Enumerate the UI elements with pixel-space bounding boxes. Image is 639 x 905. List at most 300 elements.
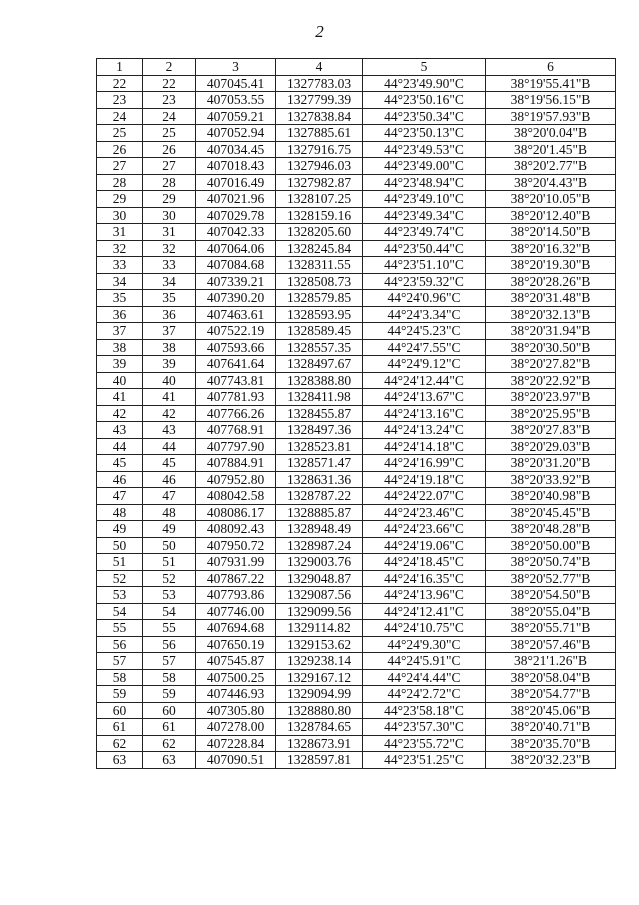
point-number-cell: 45 [97,455,143,472]
point-number-cell: 51 [97,554,143,571]
x-coordinate-cell: 407522.19 [196,323,276,340]
x-coordinate-cell: 407228.84 [196,735,276,752]
longitude-cell: 38°20'31.94"В [486,323,616,340]
y-coordinate-cell: 1329099.56 [276,603,363,620]
longitude-cell: 38°20'31.20"В [486,455,616,472]
x-coordinate-cell: 407793.86 [196,587,276,604]
table-row [97,620,616,637]
y-coordinate-cell: 1329003.76 [276,554,363,571]
y-coordinate-cell: 1328497.36 [276,422,363,439]
point-number-cell: 56 [97,636,143,653]
point-id-cell: 60 [143,702,196,719]
point-id-cell: 26 [143,141,196,158]
x-coordinate-cell: 408092.43 [196,521,276,538]
latitude-cell: 44°23'59.32"С [363,273,486,290]
table-row [97,339,616,356]
y-coordinate-cell: 1329094.99 [276,686,363,703]
point-id-cell: 31 [143,224,196,241]
y-coordinate-cell: 1328411.98 [276,389,363,406]
x-coordinate-cell: 407059.21 [196,108,276,125]
y-coordinate-cell: 1328508.73 [276,273,363,290]
point-number-cell: 29 [97,191,143,208]
y-coordinate-cell: 1328948.49 [276,521,363,538]
point-id-cell: 23 [143,92,196,109]
x-coordinate-cell: 407500.25 [196,669,276,686]
table-row [97,752,616,769]
table-row [97,290,616,307]
longitude-cell: 38°20'16.32"В [486,240,616,257]
x-coordinate-cell: 408042.58 [196,488,276,505]
table-row [97,323,616,340]
longitude-cell: 38°20'57.46"В [486,636,616,653]
point-number-cell: 49 [97,521,143,538]
table-row [97,191,616,208]
latitude-cell: 44°24'7.55"С [363,339,486,356]
latitude-cell: 44°24'0.96"С [363,290,486,307]
point-number-cell: 46 [97,471,143,488]
table-row [97,587,616,604]
x-coordinate-cell: 407641.64 [196,356,276,373]
longitude-cell: 38°20'25.95"В [486,405,616,422]
x-coordinate-cell: 407950.72 [196,537,276,554]
x-coordinate-cell: 407768.91 [196,422,276,439]
longitude-cell: 38°20'40.98"В [486,488,616,505]
point-id-cell: 47 [143,488,196,505]
longitude-cell: 38°20'48.28"В [486,521,616,538]
x-coordinate-cell: 407463.61 [196,306,276,323]
point-id-cell: 44 [143,438,196,455]
y-coordinate-cell: 1329153.62 [276,636,363,653]
y-coordinate-cell: 1328673.91 [276,735,363,752]
point-number-cell: 40 [97,372,143,389]
latitude-cell: 44°23'49.00"С [363,158,486,175]
table-row [97,702,616,719]
coordinates-table [96,58,616,769]
point-id-cell: 27 [143,158,196,175]
x-coordinate-cell: 407305.80 [196,702,276,719]
y-coordinate-cell: 1327916.75 [276,141,363,158]
point-number-cell: 59 [97,686,143,703]
longitude-cell: 38°20'2.77"В [486,158,616,175]
latitude-cell: 44°23'49.34"С [363,207,486,224]
point-id-cell: 39 [143,356,196,373]
latitude-cell: 44°24'13.16"С [363,405,486,422]
longitude-cell: 38°20'45.06"В [486,702,616,719]
longitude-cell: 38°20'35.70"В [486,735,616,752]
point-id-cell: 58 [143,669,196,686]
table-row [97,224,616,241]
point-number-cell: 32 [97,240,143,257]
point-number-cell: 41 [97,389,143,406]
latitude-cell: 44°23'50.16"С [363,92,486,109]
column-header: 3 [196,59,276,76]
table-body [97,59,616,769]
latitude-cell: 44°23'49.10"С [363,191,486,208]
latitude-cell: 44°23'50.13"С [363,125,486,142]
table-row [97,735,616,752]
point-number-cell: 48 [97,504,143,521]
longitude-cell: 38°20'28.26"В [486,273,616,290]
point-number-cell: 33 [97,257,143,274]
point-id-cell: 36 [143,306,196,323]
table-row [97,141,616,158]
column-header: 2 [143,59,196,76]
point-number-cell: 38 [97,339,143,356]
latitude-cell: 44°24'9.30"С [363,636,486,653]
point-number-cell: 23 [97,92,143,109]
point-id-cell: 57 [143,653,196,670]
table-row [97,603,616,620]
y-coordinate-cell: 1328885.87 [276,504,363,521]
x-coordinate-cell: 407390.20 [196,290,276,307]
y-coordinate-cell: 1327783.03 [276,75,363,92]
longitude-cell: 38°19'55.41"В [486,75,616,92]
y-coordinate-cell: 1327885.61 [276,125,363,142]
x-coordinate-cell: 407278.00 [196,719,276,736]
table-row [97,422,616,439]
x-coordinate-cell: 407650.19 [196,636,276,653]
point-id-cell: 35 [143,290,196,307]
table-row [97,719,616,736]
x-coordinate-cell: 407052.94 [196,125,276,142]
point-number-cell: 54 [97,603,143,620]
x-coordinate-cell: 407931.99 [196,554,276,571]
y-coordinate-cell: 1328523.81 [276,438,363,455]
latitude-cell: 44°23'57.30"С [363,719,486,736]
point-id-cell: 49 [143,521,196,538]
longitude-cell: 38°20'45.45"В [486,504,616,521]
y-coordinate-cell: 1329167.12 [276,669,363,686]
table-row [97,356,616,373]
longitude-cell: 38°20'50.00"В [486,537,616,554]
point-number-cell: 61 [97,719,143,736]
table-row [97,306,616,323]
point-id-cell: 40 [143,372,196,389]
point-number-cell: 50 [97,537,143,554]
table-row [97,174,616,191]
point-number-cell: 28 [97,174,143,191]
longitude-cell: 38°19'57.93"В [486,108,616,125]
x-coordinate-cell: 407034.45 [196,141,276,158]
y-coordinate-cell: 1328497.67 [276,356,363,373]
table-row [97,125,616,142]
point-number-cell: 22 [97,75,143,92]
point-id-cell: 55 [143,620,196,637]
x-coordinate-cell: 408086.17 [196,504,276,521]
point-number-cell: 36 [97,306,143,323]
longitude-cell: 38°20'0.04"В [486,125,616,142]
y-coordinate-cell: 1328880.80 [276,702,363,719]
table-row [97,504,616,521]
x-coordinate-cell: 407884.91 [196,455,276,472]
latitude-cell: 44°24'19.06"С [363,537,486,554]
point-number-cell: 63 [97,752,143,769]
point-id-cell: 53 [143,587,196,604]
point-number-cell: 34 [97,273,143,290]
longitude-cell: 38°20'29.03"В [486,438,616,455]
longitude-cell: 38°20'30.50"В [486,339,616,356]
latitude-cell: 44°24'2.72"С [363,686,486,703]
x-coordinate-cell: 407016.49 [196,174,276,191]
table-row [97,438,616,455]
latitude-cell: 44°23'50.44"С [363,240,486,257]
y-coordinate-cell: 1327838.84 [276,108,363,125]
point-number-cell: 52 [97,570,143,587]
table-row [97,554,616,571]
x-coordinate-cell: 407545.87 [196,653,276,670]
point-id-cell: 32 [143,240,196,257]
x-coordinate-cell: 407593.66 [196,339,276,356]
point-id-cell: 45 [143,455,196,472]
longitude-cell: 38°20'52.77"В [486,570,616,587]
point-id-cell: 22 [143,75,196,92]
point-id-cell: 43 [143,422,196,439]
latitude-cell: 44°23'49.74"С [363,224,486,241]
point-id-cell: 61 [143,719,196,736]
point-number-cell: 62 [97,735,143,752]
latitude-cell: 44°23'49.90"С [363,75,486,92]
table-row [97,389,616,406]
longitude-cell: 38°20'32.13"В [486,306,616,323]
point-id-cell: 59 [143,686,196,703]
table-row [97,570,616,587]
longitude-cell: 38°20'19.30"В [486,257,616,274]
x-coordinate-cell: 407018.43 [196,158,276,175]
table-row [97,653,616,670]
x-coordinate-cell: 407781.93 [196,389,276,406]
latitude-cell: 44°24'18.45"С [363,554,486,571]
y-coordinate-cell: 1328388.80 [276,372,363,389]
point-id-cell: 28 [143,174,196,191]
longitude-cell: 38°20'32.23"В [486,752,616,769]
point-id-cell: 24 [143,108,196,125]
y-coordinate-cell: 1328589.45 [276,323,363,340]
point-id-cell: 41 [143,389,196,406]
latitude-cell: 44°24'23.66"С [363,521,486,538]
latitude-cell: 44°24'12.44"С [363,372,486,389]
latitude-cell: 44°24'12.41"С [363,603,486,620]
longitude-cell: 38°20'22.92"В [486,372,616,389]
longitude-cell: 38°20'58.04"В [486,669,616,686]
latitude-cell: 44°24'10.75"С [363,620,486,637]
longitude-cell: 38°20'23.97"В [486,389,616,406]
table-row [97,669,616,686]
latitude-cell: 44°24'23.46"С [363,504,486,521]
x-coordinate-cell: 407029.78 [196,207,276,224]
longitude-cell: 38°20'14.50"В [486,224,616,241]
y-coordinate-cell: 1328571.47 [276,455,363,472]
x-coordinate-cell: 407797.90 [196,438,276,455]
table-row [97,75,616,92]
point-number-cell: 27 [97,158,143,175]
point-id-cell: 51 [143,554,196,571]
y-coordinate-cell: 1328987.24 [276,537,363,554]
point-id-cell: 38 [143,339,196,356]
y-coordinate-cell: 1328784.65 [276,719,363,736]
table-row [97,92,616,109]
latitude-cell: 44°24'16.35"С [363,570,486,587]
table-row [97,636,616,653]
column-header: 4 [276,59,363,76]
latitude-cell: 44°24'9.12"С [363,356,486,373]
longitude-cell: 38°20'1.45"В [486,141,616,158]
x-coordinate-cell: 407090.51 [196,752,276,769]
point-id-cell: 33 [143,257,196,274]
table-row [97,257,616,274]
latitude-cell: 44°24'14.18"С [363,438,486,455]
x-coordinate-cell: 407084.68 [196,257,276,274]
latitude-cell: 44°24'5.23"С [363,323,486,340]
point-id-cell: 42 [143,405,196,422]
x-coordinate-cell: 407746.00 [196,603,276,620]
longitude-cell: 38°20'50.74"В [486,554,616,571]
x-coordinate-cell: 407952.80 [196,471,276,488]
point-number-cell: 58 [97,669,143,686]
point-id-cell: 52 [143,570,196,587]
point-number-cell: 26 [97,141,143,158]
table-row [97,537,616,554]
point-id-cell: 46 [143,471,196,488]
x-coordinate-cell: 407021.96 [196,191,276,208]
point-id-cell: 63 [143,752,196,769]
latitude-cell: 44°23'51.25"С [363,752,486,769]
longitude-cell: 38°20'12.40"В [486,207,616,224]
y-coordinate-cell: 1329087.56 [276,587,363,604]
point-id-cell: 50 [143,537,196,554]
point-number-cell: 47 [97,488,143,505]
table-row [97,207,616,224]
longitude-cell: 38°20'54.50"В [486,587,616,604]
point-number-cell: 60 [97,702,143,719]
latitude-cell: 44°23'49.53"С [363,141,486,158]
y-coordinate-cell: 1328159.16 [276,207,363,224]
latitude-cell: 44°23'58.18"С [363,702,486,719]
y-coordinate-cell: 1327982.87 [276,174,363,191]
latitude-cell: 44°23'51.10"С [363,257,486,274]
point-number-cell: 39 [97,356,143,373]
table-row [97,158,616,175]
longitude-cell: 38°21'1.26"В [486,653,616,670]
longitude-cell: 38°19'56.15"В [486,92,616,109]
point-number-cell: 37 [97,323,143,340]
point-id-cell: 30 [143,207,196,224]
y-coordinate-cell: 1327799.39 [276,92,363,109]
latitude-cell: 44°24'13.67"С [363,389,486,406]
point-number-cell: 57 [97,653,143,670]
y-coordinate-cell: 1328579.85 [276,290,363,307]
point-id-cell: 48 [143,504,196,521]
y-coordinate-cell: 1328631.36 [276,471,363,488]
point-number-cell: 35 [97,290,143,307]
point-number-cell: 25 [97,125,143,142]
column-header: 5 [363,59,486,76]
latitude-cell: 44°24'3.34"С [363,306,486,323]
longitude-cell: 38°20'55.71"В [486,620,616,637]
x-coordinate-cell: 407064.06 [196,240,276,257]
point-number-cell: 44 [97,438,143,455]
column-header: 1 [97,59,143,76]
latitude-cell: 44°24'16.99"С [363,455,486,472]
point-number-cell: 42 [97,405,143,422]
point-number-cell: 31 [97,224,143,241]
table-row [97,273,616,290]
y-coordinate-cell: 1328245.84 [276,240,363,257]
y-coordinate-cell: 1328205.60 [276,224,363,241]
latitude-cell: 44°24'4.44"С [363,669,486,686]
longitude-cell: 38°20'31.48"В [486,290,616,307]
table-row [97,372,616,389]
latitude-cell: 44°23'48.94"С [363,174,486,191]
latitude-cell: 44°23'50.34"С [363,108,486,125]
point-number-cell: 24 [97,108,143,125]
point-id-cell: 34 [143,273,196,290]
longitude-cell: 38°20'55.04"В [486,603,616,620]
table-row [97,686,616,703]
latitude-cell: 44°23'55.72"С [363,735,486,752]
x-coordinate-cell: 407042.33 [196,224,276,241]
longitude-cell: 38°20'27.82"В [486,356,616,373]
latitude-cell: 44°24'5.91"С [363,653,486,670]
x-coordinate-cell: 407339.21 [196,273,276,290]
y-coordinate-cell: 1327946.03 [276,158,363,175]
y-coordinate-cell: 1328557.35 [276,339,363,356]
table-row [97,488,616,505]
page-number: 2 [315,22,324,41]
table-row [97,455,616,472]
x-coordinate-cell: 407694.68 [196,620,276,637]
y-coordinate-cell: 1328593.95 [276,306,363,323]
latitude-cell: 44°24'19.18"С [363,471,486,488]
point-number-cell: 53 [97,587,143,604]
table-row [97,240,616,257]
x-coordinate-cell: 407053.55 [196,92,276,109]
point-id-cell: 56 [143,636,196,653]
point-id-cell: 25 [143,125,196,142]
x-coordinate-cell: 407867.22 [196,570,276,587]
longitude-cell: 38°20'27.83"В [486,422,616,439]
y-coordinate-cell: 1328107.25 [276,191,363,208]
y-coordinate-cell: 1328787.22 [276,488,363,505]
column-header: 6 [486,59,616,76]
longitude-cell: 38°20'40.71"В [486,719,616,736]
y-coordinate-cell: 1329114.82 [276,620,363,637]
point-id-cell: 29 [143,191,196,208]
table-row [97,108,616,125]
table-row [97,471,616,488]
latitude-cell: 44°24'13.24"С [363,422,486,439]
longitude-cell: 38°20'33.92"В [486,471,616,488]
point-number-cell: 43 [97,422,143,439]
y-coordinate-cell: 1328455.87 [276,405,363,422]
x-coordinate-cell: 407766.26 [196,405,276,422]
table-row [97,521,616,538]
point-id-cell: 62 [143,735,196,752]
longitude-cell: 38°20'10.05"В [486,191,616,208]
point-id-cell: 37 [143,323,196,340]
longitude-cell: 38°20'4.43"В [486,174,616,191]
y-coordinate-cell: 1329048.87 [276,570,363,587]
x-coordinate-cell: 407743.81 [196,372,276,389]
point-id-cell: 54 [143,603,196,620]
latitude-cell: 44°24'13.96"С [363,587,486,604]
x-coordinate-cell: 407446.93 [196,686,276,703]
point-number-cell: 30 [97,207,143,224]
table-header-row [97,59,616,76]
longitude-cell: 38°20'54.77"В [486,686,616,703]
table-row [97,405,616,422]
point-number-cell: 55 [97,620,143,637]
x-coordinate-cell: 407045.41 [196,75,276,92]
